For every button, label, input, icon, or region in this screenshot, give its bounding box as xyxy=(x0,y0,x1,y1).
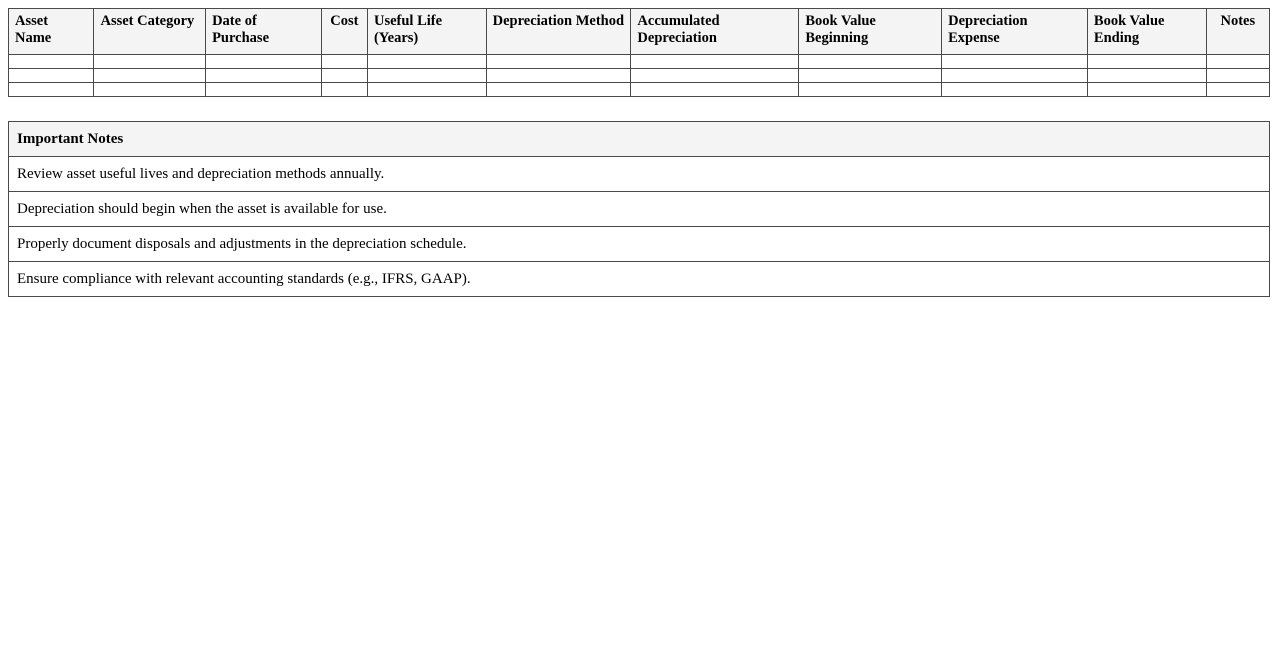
cell-book-value-beginning[interactable] xyxy=(799,83,942,97)
note-text: Depreciation should begin when the asset is available for use. xyxy=(9,192,1270,227)
cell-accumulated-depreciation[interactable] xyxy=(631,55,799,69)
note-text: Properly document disposals and adjustments in the depreciation schedule. xyxy=(9,227,1270,262)
table-row[interactable] xyxy=(9,69,1270,83)
cell-useful-life[interactable] xyxy=(367,83,486,97)
cell-book-value-ending[interactable] xyxy=(1087,83,1206,97)
cell-book-value-beginning[interactable] xyxy=(799,55,942,69)
cell-date-of-purchase[interactable] xyxy=(206,55,322,69)
list-item xyxy=(9,227,1270,262)
cell-book-value-beginning[interactable] xyxy=(799,69,942,83)
cell-notes[interactable] xyxy=(1206,83,1269,97)
cell-accumulated-depreciation[interactable] xyxy=(631,83,799,97)
cell-depreciation-expense[interactable] xyxy=(942,55,1088,69)
table-row[interactable] xyxy=(9,55,1270,69)
table-row[interactable] xyxy=(9,83,1270,97)
column-header-depreciation-expense: Depreciation Expense xyxy=(942,9,1088,55)
list-item xyxy=(9,157,1270,192)
cell-depreciation-method[interactable] xyxy=(486,69,631,83)
cell-useful-life[interactable] xyxy=(367,55,486,69)
cell-asset-name[interactable] xyxy=(9,55,94,69)
cell-book-value-ending[interactable] xyxy=(1087,55,1206,69)
column-header-accumulated-depreciation: Accumulated Depreciation xyxy=(631,9,799,55)
important-notes-title: Important Notes xyxy=(9,122,1270,157)
cell-date-of-purchase[interactable] xyxy=(206,83,322,97)
important-notes-table xyxy=(8,121,1270,297)
list-item xyxy=(9,192,1270,227)
cell-asset-name[interactable] xyxy=(9,83,94,97)
cell-depreciation-method[interactable] xyxy=(486,83,631,97)
schedule-header-row xyxy=(9,9,1270,55)
cell-notes[interactable] xyxy=(1206,55,1269,69)
column-header-useful-life: Useful Life (Years) xyxy=(367,9,486,55)
column-header-book-value-ending: Book Value Ending xyxy=(1087,9,1206,55)
column-header-depreciation-method: Depreciation Method xyxy=(486,9,631,55)
cell-useful-life[interactable] xyxy=(367,69,486,83)
list-item xyxy=(9,262,1270,297)
cell-book-value-ending[interactable] xyxy=(1087,69,1206,83)
note-text: Review asset useful lives and depreciation methods annually. xyxy=(9,157,1270,192)
column-header-asset-category: Asset Category xyxy=(94,9,206,55)
cell-cost[interactable] xyxy=(321,55,367,69)
column-header-notes: Notes xyxy=(1206,9,1269,55)
column-header-asset-name: Asset Name xyxy=(9,9,94,55)
asset-depreciation-schedule-table xyxy=(8,8,1270,97)
column-header-date-of-purchase: Date of Purchase xyxy=(206,9,322,55)
column-header-book-value-beginning: Book Value Beginning xyxy=(799,9,942,55)
cell-depreciation-expense[interactable] xyxy=(942,83,1088,97)
cell-asset-category[interactable] xyxy=(94,83,206,97)
cell-cost[interactable] xyxy=(321,83,367,97)
document-page xyxy=(0,0,1278,297)
cell-depreciation-method[interactable] xyxy=(486,55,631,69)
cell-asset-category[interactable] xyxy=(94,69,206,83)
cell-cost[interactable] xyxy=(321,69,367,83)
cell-date-of-purchase[interactable] xyxy=(206,69,322,83)
cell-notes[interactable] xyxy=(1206,69,1269,83)
cell-asset-category[interactable] xyxy=(94,55,206,69)
cell-accumulated-depreciation[interactable] xyxy=(631,69,799,83)
cell-depreciation-expense[interactable] xyxy=(942,69,1088,83)
column-header-cost: Cost xyxy=(321,9,367,55)
cell-asset-name[interactable] xyxy=(9,69,94,83)
note-text: Ensure compliance with relevant accounting standards (e.g., IFRS, GAAP). xyxy=(9,262,1270,297)
